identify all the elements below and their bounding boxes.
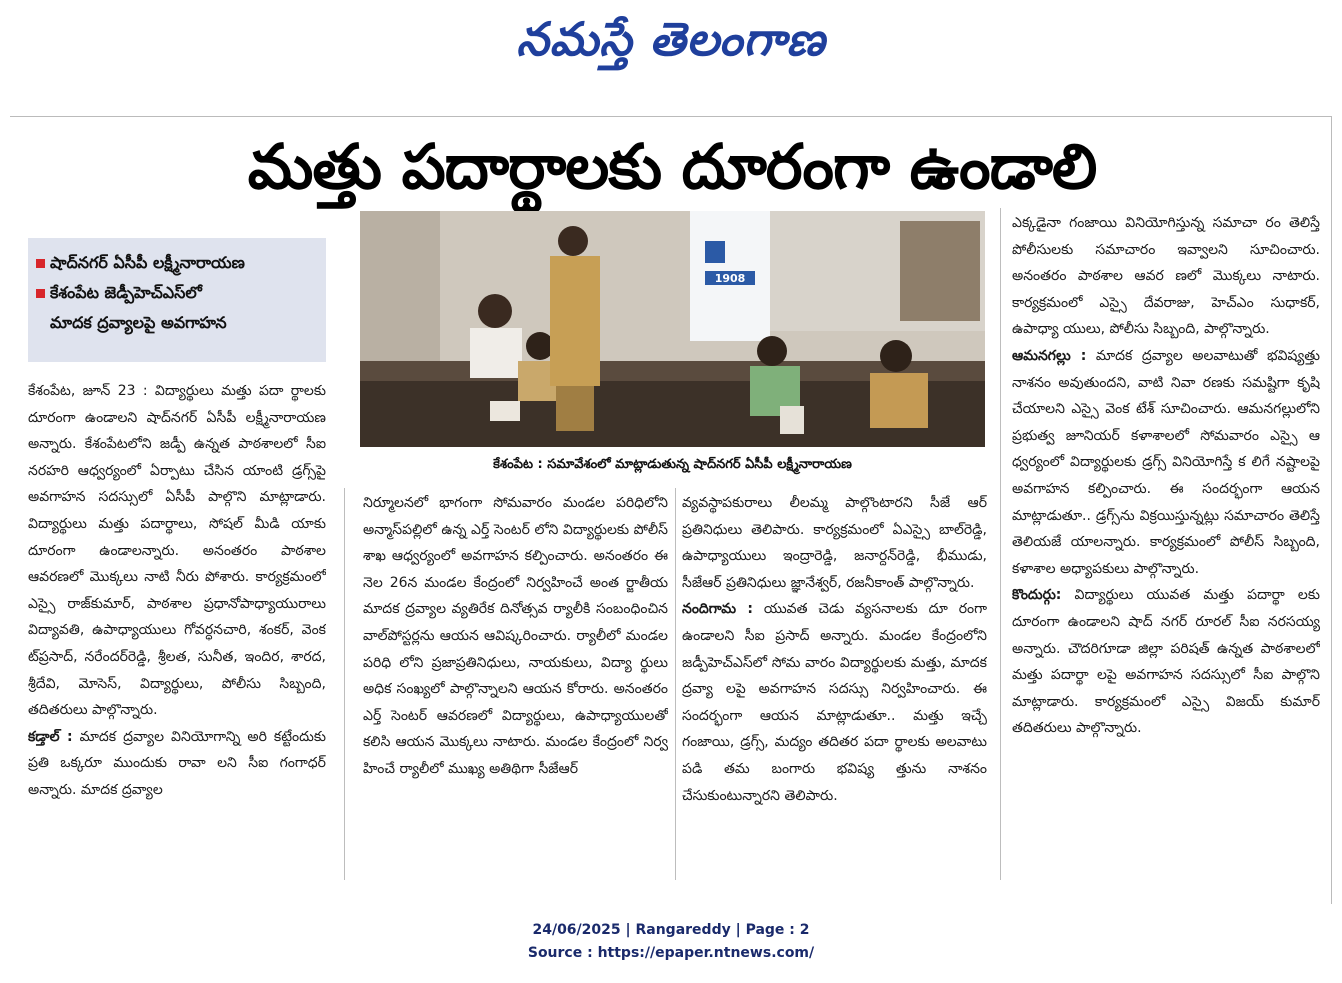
- paragraph: ఎక్కడైనా గంజాయి వినియోగిస్తున్న సమాచా రం తెలిస్తే పోలీసులకు సమాచారం ఇవ్వాలని సూచించారు. అనంతరం పాఠశాల ఆవర ణలో మొక్కలు నాటారు. కార్యక్రమంలో ఎస్సై దేవరాజు, హెచ్‌ఎం సుధాకర్, ఉపాధ్యా యులు, పోలీసు సిబ్బంది, పాల్గొన్నారు.: [1012, 215, 1320, 338]
- column-divider: [344, 488, 345, 880]
- subhead-line-2: కేశంపేట జెడ్పీహెచ్ఎస్‌లో: [36, 278, 320, 308]
- bullet-icon: [36, 289, 45, 298]
- paragraph: కొందుర్గు: విద్యార్థులు యువత మత్తు పదార్థా లకు దూరంగా ఉండాలని షాద్ నగర్ రూరల్ సీఐ నరసయ్య అన్నారు. చౌదరిగూడా జిల్లా పరిషత్ ఉన్నత పాఠశాలలో మత్తు పదార్థా లపై అవగాహన సదస్సులో సీఐ పాల్గొని మాట్లాడారు. కార్యక్రమంలో ఎస్సై విజయ్ కుమార్ తదితరులు పాల్గొన్నారు.: [1012, 587, 1320, 737]
- subhead-line-3: మాదక ద్రవ్యాలపై అవగాహన: [50, 313, 227, 332]
- dateline: కొందుర్గు:: [1012, 587, 1062, 604]
- masthead-title: నమస్తే తెలంగాణ: [516, 12, 826, 66]
- column-divider: [1000, 208, 1001, 880]
- paragraph: కేశంపేట, జూన్ 23 : విద్యార్థులు మత్తు పదా ర్థాలకు దూరంగా ఉండాలని షాద్‌నగర్ ఏసీపీ లక్ష్మీనారాయణ అన్నారు. కేశంపేటలోని జడ్పీ ఉన్నత పాఠశాలలో సీఐ నరహరి ఆధ్వర్యంలో ఏర్పాటు చేసిన యాంటి డ్రగ్స్‌పై అవగాహన సదస్సులో ఏసీపీ పాల్గొని మాట్లాడారు. విద్యార్థులు మత్తు పదార్థాలు, సోషల్ మీడి యాకు దూరంగా ఉండాలన్నారు. అనంతరం పాఠశాల ఆవరణలో మొక్కలు నాటి నీరు పోశారు. కార్యక్రమంలో ఎస్సై రాజ్‌కుమార్, పాఠశాల ప్రధానోపాధ్యాయురాలు విద్యావతి, ఉపాధ్యాయులు గోవర్ధనచారి, శంకర్, వెంక ట్‌ప్రసాద్, నరేందర్‌రెడ్డి, శ్రీలత, సునీత, ఇందిర, శారద, శ్రీదేవి, మోసెస్, విద్యార్థులు, పోలీసు సిబ్బంది, తదితరులు పాల్గొన్నారు.: [28, 383, 326, 719]
- news-photo: [360, 211, 985, 447]
- paragraph: నిర్మూలనలో భాగంగా సోమవారం మండల పరిధిలోని అన్మాస్‌పల్లిలో ఉన్న ఎర్త్ సెంటర్ లోని విద్యార్థులకు పోలీస్ శాఖ ఆధ్వర్యంలో అవగాహన కల్పించారు. అనంతరం ఈ నెల 26న మండల కేంద్రంలో నిర్వహించే అంత ర్జాతీయ మాదక ద్రవ్యాల వ్యతిరేక దినోత్సవ ర్యాలీకి సంబంధించిన వాల్‌పోస్టర్లను ఆయన ఆవిష్కరించారు. ర్యాలీలో మండల పరిధి లోని ప్రజాప్రతినిధులు, నాయకులు, విద్యా ర్థులు అధిక సంఖ్యలో పాల్గొన్నాలని ఆయన కోరారు. అనంతరం ఎర్త్ సెంటర్ ఆవరణలో విద్యార్థులు, ఉపాధ్యాయులతో కలిసి ఆయన మొక్కలు నాటారు. మండల కేంద్రంలో నిర్వ హించే ర్యాలీలో ముఖ్య అతిథిగా సీజేఆర్: [363, 495, 668, 777]
- article-column-4: [1012, 210, 1320, 880]
- column-divider: [675, 488, 676, 880]
- headline: మత్తు పదార్థాలకు దూరంగా ఉండాలి: [247, 130, 1097, 203]
- paragraph: ఆమనగల్లు : మాదక ద్రవ్యాల అలవాటుతో భవిష్యత్తు నాశనం అవుతుందని, వాటి నివా రణకు సమష్టిగా కృషి చేయాలని ఎస్సై వెంక టేశ్ సూచించారు. ఆమనగల్లులోని ప్రభుత్వ జూనియర్ కళాశాలలో సోమవారం ఎస్సై ఆ ధ్వర్యంలో విద్యార్థులకు డ్రగ్స్ వినియోగిస్తే క లిగే నష్టాలపై అవగాహన కల్పించారు. ఈ సందర్భంగా ఆయన మాట్లాడుతూ.. డ్రగ్స్‌ను విక్రయిస్తున్నట్లు సమాచారం తెలిస్తే తెలియజే యాలన్నారు. కార్యక్రమంలో పోలీస్ సిబ్బంది, కళాశాల అధ్యాపకులు పాల్గొన్నారు.: [1012, 347, 1320, 577]
- dateline: కడ్తాల్ :: [28, 728, 73, 745]
- subheadline-box: [28, 238, 326, 362]
- photo-caption: కేశంపేట : సమావేశంలో మాట్లాడుతున్న షాద్‌నగర్ ఏసీపీ లక్ష్మీనారాయణ: [493, 457, 852, 472]
- footer-date-edition: 24/06/2025 | Rangareddy | Page : 2: [532, 922, 810, 938]
- bullet-icon: [36, 259, 45, 268]
- masthead: [0, 4, 1342, 74]
- banner-number: 1908: [714, 272, 746, 285]
- article-column-3: [682, 490, 987, 880]
- article-column-2: [363, 490, 668, 880]
- subhead-line-1: షాద్‌నగర్ ఏసీపీ లక్ష్మీనారాయణ: [36, 248, 320, 278]
- article-column-1: [28, 378, 326, 878]
- footer-source-link[interactable]: Source : https://epaper.ntnews.com/: [527, 945, 815, 961]
- dateline: నందిగామ :: [682, 601, 753, 618]
- dateline: ఆమనగల్లు :: [1012, 347, 1087, 364]
- paragraph: కడ్తాల్ : మాదక ద్రవ్యాల వినియోగాన్ని అరి కట్టేందుకు ప్రతి ఒక్కరూ ముందుకు రావా లని సీఐ గంగాధర్ అన్నారు. మాదక ద్రవ్యాల: [28, 728, 326, 798]
- meeting-photo-illustration: [360, 211, 985, 447]
- paragraph: వ్యవస్థాపకురాలు లీలమ్మ పాల్గొంటారని సీజే ఆర్ ప్రతినిధులు తెలిపారు. కార్యక్రమంలో ఏఎస్సై బాల్‌రెడ్డి, ఉపాధ్యాయులు ఇంద్రారెడ్డి, జనార్దన్‌రెడ్డి, భీముడు, సీజేఆర్ ప్రతినిధులు జ్ఞానేశ్వర్, రజనీకాంత్ పాల్గొన్నారు.: [682, 495, 987, 591]
- paragraph: నందిగామ : యువత చెడు వ్యసనాలకు దూ రంగా ఉండాలని సీఐ ప్రసాద్ అన్నారు. మండల కేంద్రంలోని జడ్పీహెచ్ఎస్‌లో సోమ వారం విద్యార్థులకు మత్తు, మాదక ద్రవ్యా లపై అవగాహన సదస్సు నిర్వహించారు. ఈ సందర్భంగా ఆయన మాట్లాడుతూ.. మత్తు ఇచ్చే గంజాయి, డ్రగ్స్, మద్యం తదితర పదా ర్థాలకు అలవాటు పడి తమ బంగారు భవిష్య త్తును నాశనం చేసుకుంటున్నారని తెలిపారు.: [682, 601, 987, 804]
